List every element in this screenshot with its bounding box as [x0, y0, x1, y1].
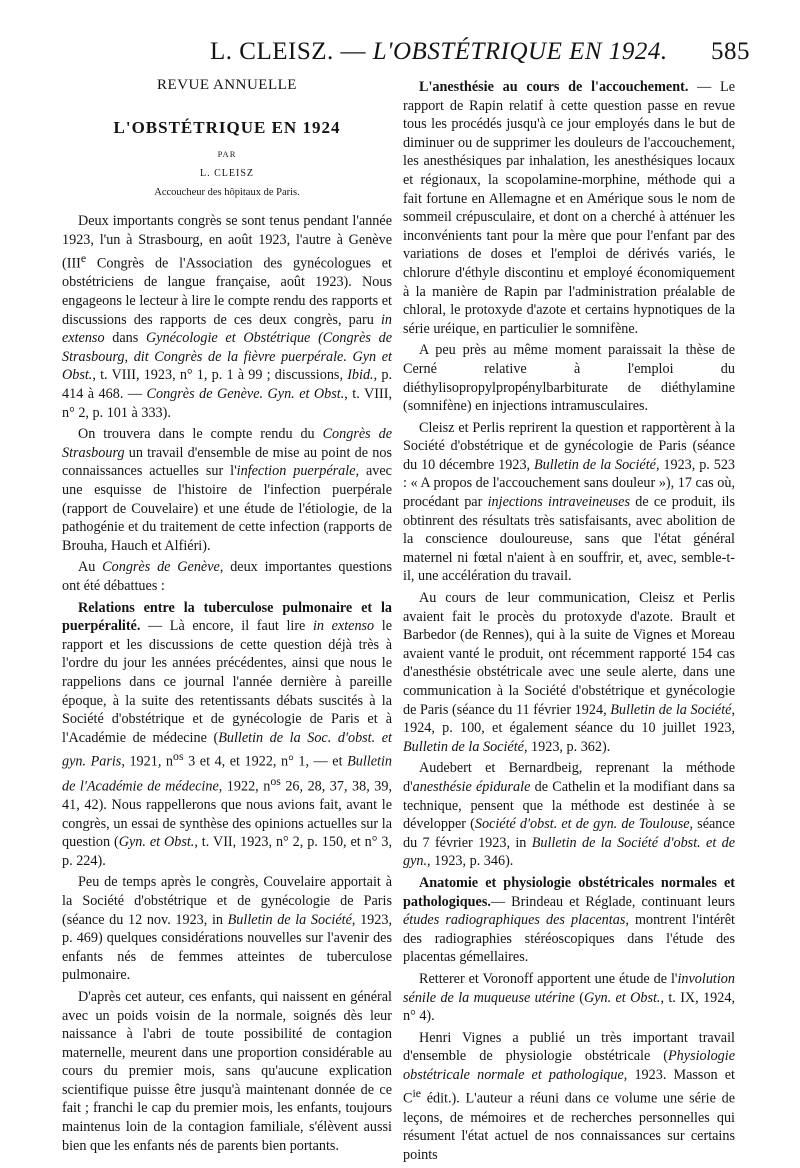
section-heading: L'anesthésie au cours de l'accouchement. [419, 79, 689, 95]
paragraph: Audebert et Bernardbeig, reprenant la méthode d'anesthésie épidurale de Cathelin et la modifiant dans sa technique, pensent que la méthode est destinée à se développer (Société d'obst. et de gyn. de Toulouse, séance du 7 février 1923, in Bulletin de la Société d'obst. et de gyn., 1923, p. 346). [403, 760, 735, 870]
byline-affiliation: Accoucheur des hôpitaux de Paris. [154, 187, 300, 199]
page-number: 585 [711, 38, 750, 65]
section-heading: Anatomie et physiologie obstétricales normales et pathologiques. [403, 874, 735, 910]
paragraph: Au cours de leur communication, Cleisz et Perlis avaient fait le procès du protoxyde d'azote. Brault et Barbedor (de Rennes), qui à la suite de Vignes et Moreau avaient vanté le produit, ont récemment rapporté 154 cas d'anesthésie obstétricale avec une seule alerte, dans une communication à la Société d'obstétrique et gynécologie de Paris (séance du 11 février 1924, Bulletin de la Société, 1924, p. 100, et également séance du 10 juillet 1923, Bulletin de la Société, 1923, p. 362). [403, 590, 735, 755]
paragraph: Cleisz et Perlis reprirent la question et rapportèrent à la Société d'obstétrique et de gynécologie de Paris (séance du 10 décembre 1923, Bulletin de la Société, 1923, p. 523 : « A propos de l'accouchement sans douleur »), 17 cas où, procédant par injections intraveineuses de ce produit, ils obtinrent des résultats très satisfaisants, avec abolition de la conscience douloureuse, sans que l'état général maternel ni fœtal n'aient à en souffrir, et, avec, semble-t-il, une accélération du travail. [403, 419, 736, 585]
paragraph: On trouvera dans le compte rendu du Congrès de Strasbourg un travail d'ensemble de mise au point de nos connaissances actuelles sur l'infection puerpérale, avec une esquisse de l'histoire de l'infection puerpérale (rapport de Couvelaire) et une étude de l'étiologie, de la pathogénie et du traitement de cette infection (rapports de Brouha, Hauch et Alfiéri). [62, 426, 392, 554]
byline-par: PAR [217, 149, 237, 160]
paragraph: L'anesthésie au cours de l'accouchement. — Le rapport de Rapin relatif à cette question passe en revue tous les procédés jusqu'à ce jour employés dans le but de diminuer ou de supprimer les douleurs de l'accouchement, les anesthésiques par inhalation, les anesthésiques locaux et régionaux, la scopolamine-morphine, méthode qui a fait fortune en Allemagne et en Amérique sous le nom de sommeil crépusculaire, et dont on a cherché à atténuer les inconvénients tant pour la mère que pour l'enfant par des variations de doses et l'emploi de dérivés variés, le chlorure d'éthyle discontinu et employé économiquement à la manière de Rapin par l'administration préalable de chloral, le protoxyde d'azote et certains hypnotiques de la série uréique, en particulier le somnifène. [403, 79, 735, 337]
running-head [60, 38, 750, 78]
section-rubric: REVUE ANNUELLE [157, 77, 297, 93]
paragraph: Deux importants congrès se sont tenus pendant l'année 1923, l'un à Strasbourg, en août 1923, l'autre à Genève (IIIe Congrès de l'Association des gynécologues et obstétriciens de langue française, août 1923). Nous engageons le lecteur à lire le compte rendu des rapports et discussions des rapports de ces deux congrès, paru in extenso dans Gynécologie et Obstétrique (Congrès de Strasbourg, dit Congrès de la fièvre puerpérale. Gyn et Obst., t. VIII, 1923, n° 1, p. 1 à 99 ; discussions, Ibid., p. 414 à 468. — Congrès de Genève. Gyn. et Obst., t. VIII, n° 2, p. 101 à 333). [62, 212, 392, 421]
right-column [403, 78, 735, 1168]
paragraph: Peu de temps après le congrès, Couvelaire apportait à la Société d'obstétrique et de gynécologie de Paris (séance du 12 nov. 1923, in Bulletin de la Société, 1923, p. 469) quelques considérations nouvelles sur l'avenir des enfants nés de femmes atteintes de tuberculose pulmonaire. [62, 874, 393, 984]
paragraph: Henri Vignes a publié un très important travail d'ensemble de physiologie obstétricale (Physiologie obstétricale normale et pathologique, 1923. Masson et $C^{ie}$ édit.). L'auteur a réuni dans ce volume une série de leçons, de mémoires et de recherches personnelles qui résument l'état actuel de nos connaissances sur certains points [403, 1029, 735, 1163]
paragraph: Retterer et Voronoff apportent une étude de l'involution sénile de la muqueuse utérine (Gyn. et Obst., t. IX, 1924, n° 4). [403, 970, 735, 1025]
byline-author: L. CLEISZ [200, 167, 254, 179]
paragraph: Au Congrès de Genève, deux importantes questions ont été débattues : [62, 559, 392, 594]
article-title: L'OBSTÉTRIQUE EN 1924 [113, 117, 341, 137]
paragraph: D'après cet auteur, ces enfants, qui naissent en général avec un poids voisin de la normale, soignés dès leur naissance à l'abri de toute possibilité de contagion maternelle, meurent dans une proportion considérable au cours du premier mois, sans qu'aucune explication scientifique puisse être jusqu'à maintenant donnée de ce fait ; franchi le cap du premier mois, les enfants, toujours maintenus loin de la contagion familiale, s'élèvent aussi bien que les enfants nés de parents bien portants. [62, 988, 392, 1154]
left-column [62, 76, 392, 1158]
paragraph: Relations entre la tuberculose pulmonaire et la puerpéralité. — Là encore, il faut lire in extenso le rapport et les discussions de cette question déjà très à l'ordre du jour les années précédentes, ainsi que nous le rappelions dans ce journal l'année dernière à pareille époque, à la suite des retentissants débats suscités à la Société d'obstétrique et de gynécologie de Paris et à l'Académie de médecine (Bulletin de la Soc. d'obst. et gyn. Paris, 1921, $n^{os}$ 3 et 4, et 1922, n° 1, — et Bulletin de l'Académie de médecine, 1922, $n^{os}$ 26, 28, 37, 38, 39, 41, 42). Nous rappellerons que nous avions fait, avant le congrès, un essai de synthèse des opinions actuelles sur la question (Gyn. et Obst., t. VII, 1923, n° 2, p. 150, et n° 3, p. 224). [62, 599, 393, 869]
running-title: L. CLEISZ. — L'OBSTÉTRIQUE EN 1924. [210, 38, 668, 65]
paragraph: Anatomie et physiologie obstétricales normales et pathologiques.— Brindeau et Réglade, continuant leurs études radiographiques des placentas, montrent l'intérêt des radiographies stéréoscopiques dans l'étude des placentas gémellaires. [403, 874, 735, 966]
paragraph: A peu près au même moment paraissait la thèse de Cerné relative à l'emploi du diéthylisopropylpropénylbarbiturate de diéthylamine (somnifène) en injections intramusculaires. [403, 342, 735, 415]
section-heading: Relations entre la tuberculose pulmonaire et la puerpéralité. [62, 599, 392, 635]
